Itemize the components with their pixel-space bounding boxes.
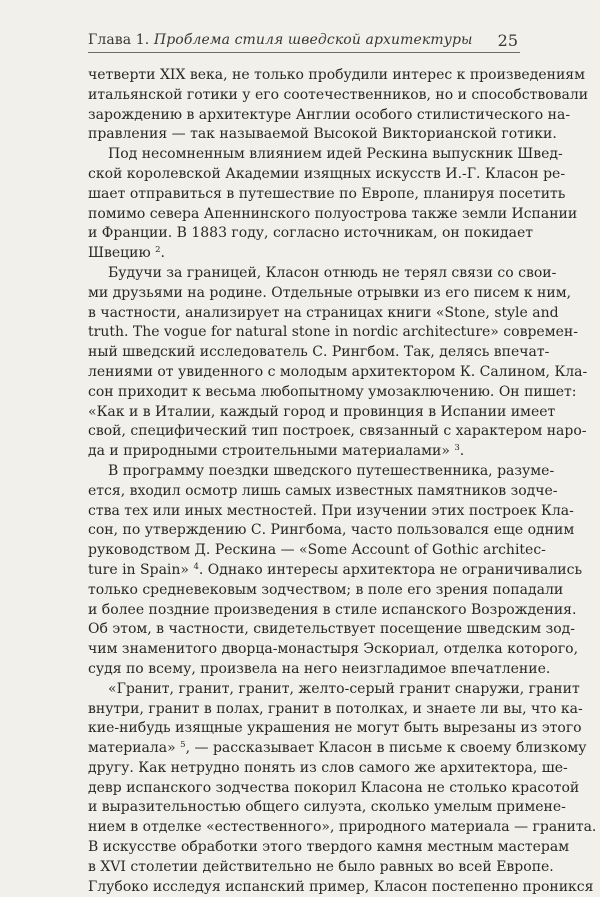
running-head-text xyxy=(88,32,473,48)
text-line: сон приходит к весьма любопытному умозаключению. Он пишет: xyxy=(88,383,577,400)
text-line xyxy=(88,561,583,581)
text-line: нием в отделке «естественного», природного материала — гранита. xyxy=(88,819,597,836)
text-fragment: . xyxy=(160,245,165,262)
text-line xyxy=(88,739,587,759)
text-line: лениями от увиденного с молодым архитектором К. Салином, Кла- xyxy=(88,363,588,380)
text-line: и выразительностью общего силуэта, сколько умелым примене- xyxy=(88,799,566,816)
footnote-mark: 2 xyxy=(155,245,161,256)
text-fragment: материала» xyxy=(88,740,176,757)
text-fragment: ture in Spain» xyxy=(88,561,189,578)
text-line: ный шведский исследователь С. Рингбом. Так, делясь впечат- xyxy=(88,344,550,361)
footnote-mark: 4 xyxy=(193,561,199,572)
text-line: внутри, гранит в полах, гранит в потолках, и знаете ли вы, что ка- xyxy=(88,700,583,717)
text-line: шает отправиться в путешествие по Европе, планируя посетить xyxy=(88,185,566,202)
text-line: ства тех или иных местностей. При изучении этих построек Кла- xyxy=(88,502,574,519)
text-line: и более поздние произведения в стиле испанского Возрождения. xyxy=(88,601,577,618)
text-line: четверти XIX века, не только пробудили интерес к произведениям xyxy=(88,67,585,83)
text-line: девр испанского зодчества покорил Класона не столько красотой xyxy=(88,779,580,796)
text-line: итальянской готики у его соотечественников, но и способствовали xyxy=(88,86,589,103)
text-line: ми друзьями на родине. Отдельные отрывки из его писем к ним, xyxy=(88,284,572,301)
text-line: чим знаменитого дворца-монастыря Эскориал, отделка которого, xyxy=(88,641,579,658)
text-fragment: Швецию xyxy=(88,245,151,262)
text-line: зарождению в архитектуре Англии особого стилистического на- xyxy=(88,106,571,123)
page-number: 25 xyxy=(497,30,518,50)
footnote-mark: 3 xyxy=(454,443,460,454)
text-line: «Гранит, гранит, гранит, желто-серый гранит снаружи, гранит xyxy=(108,680,580,697)
text-line xyxy=(88,442,520,462)
text-line: руководством Д. Рескина — «Some Account of Gothic architec- xyxy=(88,542,546,559)
text-line: помимо севера Апеннинского полуострова также земли Испании xyxy=(88,205,578,222)
text-line: В программу поездки шведского путешественника, разуме- xyxy=(108,462,555,479)
text-line: Об этом, в частности, свидетельствует посещение шведским зод- xyxy=(88,621,576,638)
text-line: только средневековым зодчеством; в поле его зрения попадали xyxy=(88,581,564,598)
text-line: свой, специфический тип построек, связанный с характером наро- xyxy=(88,423,587,440)
text-line: сон, по утверждению С. Рингбома, часто пользовался еще одним xyxy=(88,522,575,539)
text-line: в частности, анализирует на страницах книги «Stone, style and xyxy=(88,304,559,321)
text-line: truth. The vogue for natural stone in nordic architecture» современ- xyxy=(88,324,578,341)
text-line xyxy=(88,244,520,264)
text-line: другу. Как нетрудно понять из слов самого же архитектора, ше- xyxy=(88,759,568,776)
chapter-label: Глава 1. xyxy=(88,32,150,48)
text-line: правления — так называемой Высокой Викторианской готики. xyxy=(88,126,557,143)
text-fragment: . Однако интересы архитектора не ограничивались xyxy=(198,561,583,578)
text-fragment: да и природными строительными материалами» xyxy=(88,443,450,460)
text-line: Под несомненным влиянием идей Рескина выпускник Швед- xyxy=(108,146,563,163)
text-line: В искусстве обработки этого твердого камня местным мастерам xyxy=(88,839,570,856)
text-line: судя по всему, произвела на него неизгладимое впечатление. xyxy=(88,660,551,677)
text-line: ется, входил осмотр лишь самых известных памятников зодче- xyxy=(88,482,558,499)
text-fragment: . xyxy=(459,443,465,460)
text-line: Глубоко исследуя испанский пример, Класон постепенно проникся xyxy=(88,878,594,895)
footnote-mark: 5 xyxy=(180,740,186,751)
text-line: кие-нибудь изящные украшения не могут быть вырезаны из этого xyxy=(88,720,582,737)
body-text xyxy=(88,66,597,897)
text-line: ской королевской Академии изящных искусств И.-Г. Класон ре- xyxy=(88,165,566,182)
text-fragment: , — рассказывает Класон в письме к своему близкому xyxy=(185,740,587,757)
text-line: Будучи за границей, Класон отнюдь не терял связи со свои- xyxy=(108,264,557,281)
text-line: «Как и в Италии, каждый город и провинция в Испании имеет xyxy=(88,403,556,420)
running-head xyxy=(88,28,520,53)
chapter-title: Проблема стиля шведской архитектуры xyxy=(153,32,473,48)
text-line: в XVI столетии действительно не было равных во всей Европе. xyxy=(88,858,554,875)
text-line: и Франции. В 1883 году, согласно источникам, он покидает xyxy=(88,225,534,242)
